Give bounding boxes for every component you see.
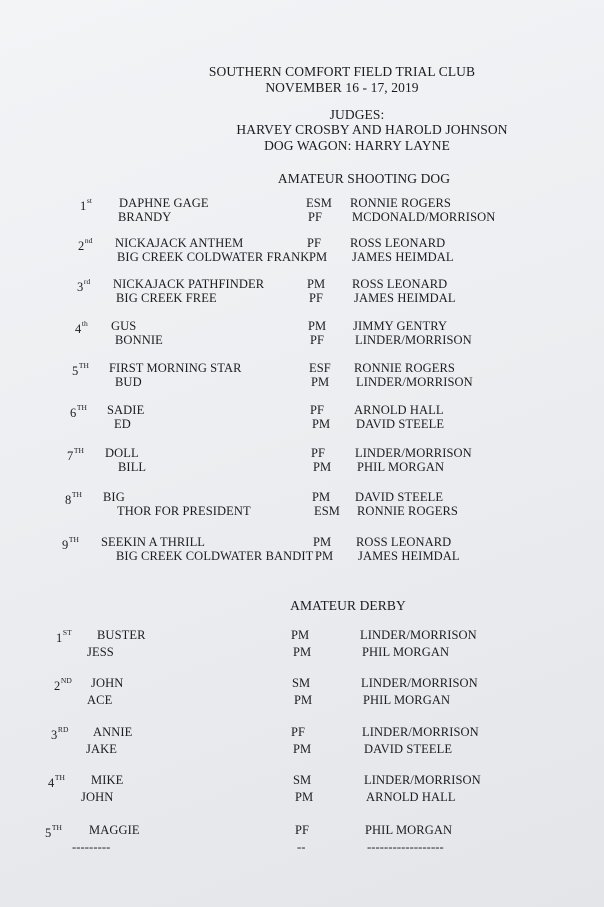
dog-class: ESM [314,504,341,518]
dog-name: --------- [72,840,111,854]
place-digit: 1 [80,199,87,213]
placement-number [78,236,93,254]
dog-owner: PHIL MORGAN [362,645,450,659]
dog-owner: MCDONALD/MORRISON [352,210,496,224]
place-digit: 1 [56,631,63,645]
dog-name: BILL [118,460,147,474]
placement-number [72,361,89,379]
dog-owner: DAVID STEELE [356,417,445,431]
placement-number [45,823,62,841]
dog-owner: ARNOLD HALL [354,403,444,417]
place-digit: 6 [70,406,77,420]
place-digit: 3 [77,280,84,294]
club-title: SOUTHERN COMFORT FIELD TRIAL CLUB [208,64,476,79]
place-suffix: th [81,319,88,328]
place-suffix: TH [54,773,66,782]
dog-name: BIG CREEK COLDWATER BANDIT [116,549,314,563]
dog-owner: LINDER/MORRISON [361,676,478,690]
dog-class: PF [295,823,310,837]
derby-title: AMATEUR DERBY [290,598,406,613]
dog-wagon: DOG WAGON: HARRY LAYNE [264,138,450,153]
place-digit: 8 [65,493,72,507]
dog-owner: JAMES HEIMDAL [352,250,454,264]
dog-name: ANNIE [93,725,133,739]
placement-number [51,725,68,743]
dog-owner: LINDER/MORRISON [356,375,473,389]
dog-owner: LINDER/MORRISON [355,333,472,347]
judges-label: JUDGES: [329,107,385,122]
place-digit: 3 [51,728,58,742]
place-digit: 9 [62,538,69,552]
dog-name: JAKE [86,742,117,756]
place-suffix: RD [57,725,69,734]
place-digit: 4 [75,322,82,336]
dog-class: PF [311,446,326,460]
dog-name: BIG CREEK FREE [116,291,217,305]
dog-name: DOLL [105,446,139,460]
trial-dates: NOVEMBER 16 - 17, 2019 [265,80,419,95]
dog-class: PM [295,790,314,804]
dog-name: NICKAJACK ANTHEM [115,236,244,250]
place-digit: 2 [54,679,61,693]
placement-number [56,628,72,646]
dog-class: PF [310,403,325,417]
place-suffix: rd [83,277,91,286]
dog-owner: ROSS LEONARD [356,535,452,549]
dog-class: PM [315,549,334,563]
dog-class: SM [292,676,311,690]
placement-number [77,277,90,295]
dog-name: JOHN [91,676,124,690]
dog-class: PF [310,333,325,347]
dog-class: PM [312,490,331,504]
placement-number [80,196,92,214]
dog-owner: ARNOLD HALL [366,790,456,804]
dog-owner: RONNIE ROGERS [354,361,455,375]
dog-class: PM [291,628,310,642]
shooting-dog-title: AMATEUR SHOOTING DOG [277,171,451,186]
place-digit: 5 [72,364,79,378]
placement-number [70,403,87,421]
dog-class: PF [308,210,323,224]
place-digit: 4 [48,776,55,790]
dog-name: BUD [115,375,142,389]
dog-class: ESF [309,361,331,375]
judges-names: HARVEY CROSBY AND HAROLD JOHNSON [236,122,508,137]
dog-owner: ROSS LEONARD [350,236,446,250]
dog-owner: DAVID STEELE [355,490,444,504]
dog-name: BRANDY [118,210,172,224]
dog-class: PM [311,375,330,389]
dog-name: SADIE [107,403,145,417]
dog-class: PM [307,277,326,291]
dog-owner: PHIL MORGAN [365,823,453,837]
dog-owner: PHIL MORGAN [363,693,451,707]
dog-owner: LINDER/MORRISON [360,628,477,642]
dog-name: ACE [87,693,113,707]
dog-class: PM [308,319,327,333]
place-suffix: TH [68,535,80,544]
dog-name: BUSTER [97,628,146,642]
dog-class: PF [291,725,306,739]
dog-name: THOR FOR PRESIDENT [117,504,251,518]
dog-name: DAPHNE GAGE [119,196,209,210]
place-suffix: TH [76,403,88,412]
dog-owner: JAMES HEIMDAL [354,291,456,305]
place-suffix: nd [84,236,93,245]
placement-number [54,676,72,694]
dog-name: GUS [111,319,137,333]
placement-number [75,319,88,337]
placement-number [62,535,79,553]
dog-name: MAGGIE [89,823,140,837]
place-suffix: ST [62,628,72,637]
dog-name: MIKE [91,773,124,787]
dog-owner: RONNIE ROGERS [350,196,451,210]
dog-owner: JAMES HEIMDAL [358,549,460,563]
dog-name: BIG CREEK COLDWATER FRANK [117,250,310,264]
place-suffix: TH [78,361,90,370]
dog-name: ED [114,417,131,431]
dog-owner: ------------------ [367,840,444,854]
place-suffix: TH [73,446,85,455]
dog-class: PM [313,535,332,549]
dog-owner: JIMMY GENTRY [353,319,448,333]
place-suffix: TH [71,490,83,499]
dog-class: SM [293,773,312,787]
dog-class: ESM [306,196,333,210]
dog-owner: LINDER/MORRISON [355,446,472,460]
dog-name: BIG [103,490,125,504]
dog-class: PM [293,742,312,756]
dog-class: -- [297,840,306,854]
placement-number [48,773,65,791]
placement-number [65,490,82,508]
dog-class: PF [309,291,324,305]
dog-class: PM [313,460,332,474]
dog-name: JESS [87,645,114,659]
dog-owner: DAVID STEELE [364,742,453,756]
dog-class: PM [294,693,313,707]
dog-owner: PHIL MORGAN [357,460,445,474]
place-suffix: TH [51,823,63,832]
dog-class: PM [293,645,312,659]
dog-owner: LINDER/MORRISON [364,773,481,787]
place-suffix: st [86,196,93,205]
dog-class: PM [312,417,331,431]
dog-owner: ROSS LEONARD [352,277,448,291]
dog-name: NICKAJACK PATHFINDER [113,277,265,291]
place-digit: 2 [78,239,85,253]
dog-owner: LINDER/MORRISON [362,725,479,739]
place-suffix: ND [60,676,72,685]
dog-name: SEEKIN A THRILL [101,535,206,549]
dog-name: JOHN [81,790,114,804]
place-digit: 7 [67,449,74,463]
dog-owner: RONNIE ROGERS [357,504,458,518]
dog-name: FIRST MORNING STAR [109,361,242,375]
dog-class: PF [307,236,322,250]
dog-class: PM [309,250,328,264]
place-digit: 5 [45,826,52,840]
dog-name: BONNIE [115,333,163,347]
placement-number [67,446,84,464]
